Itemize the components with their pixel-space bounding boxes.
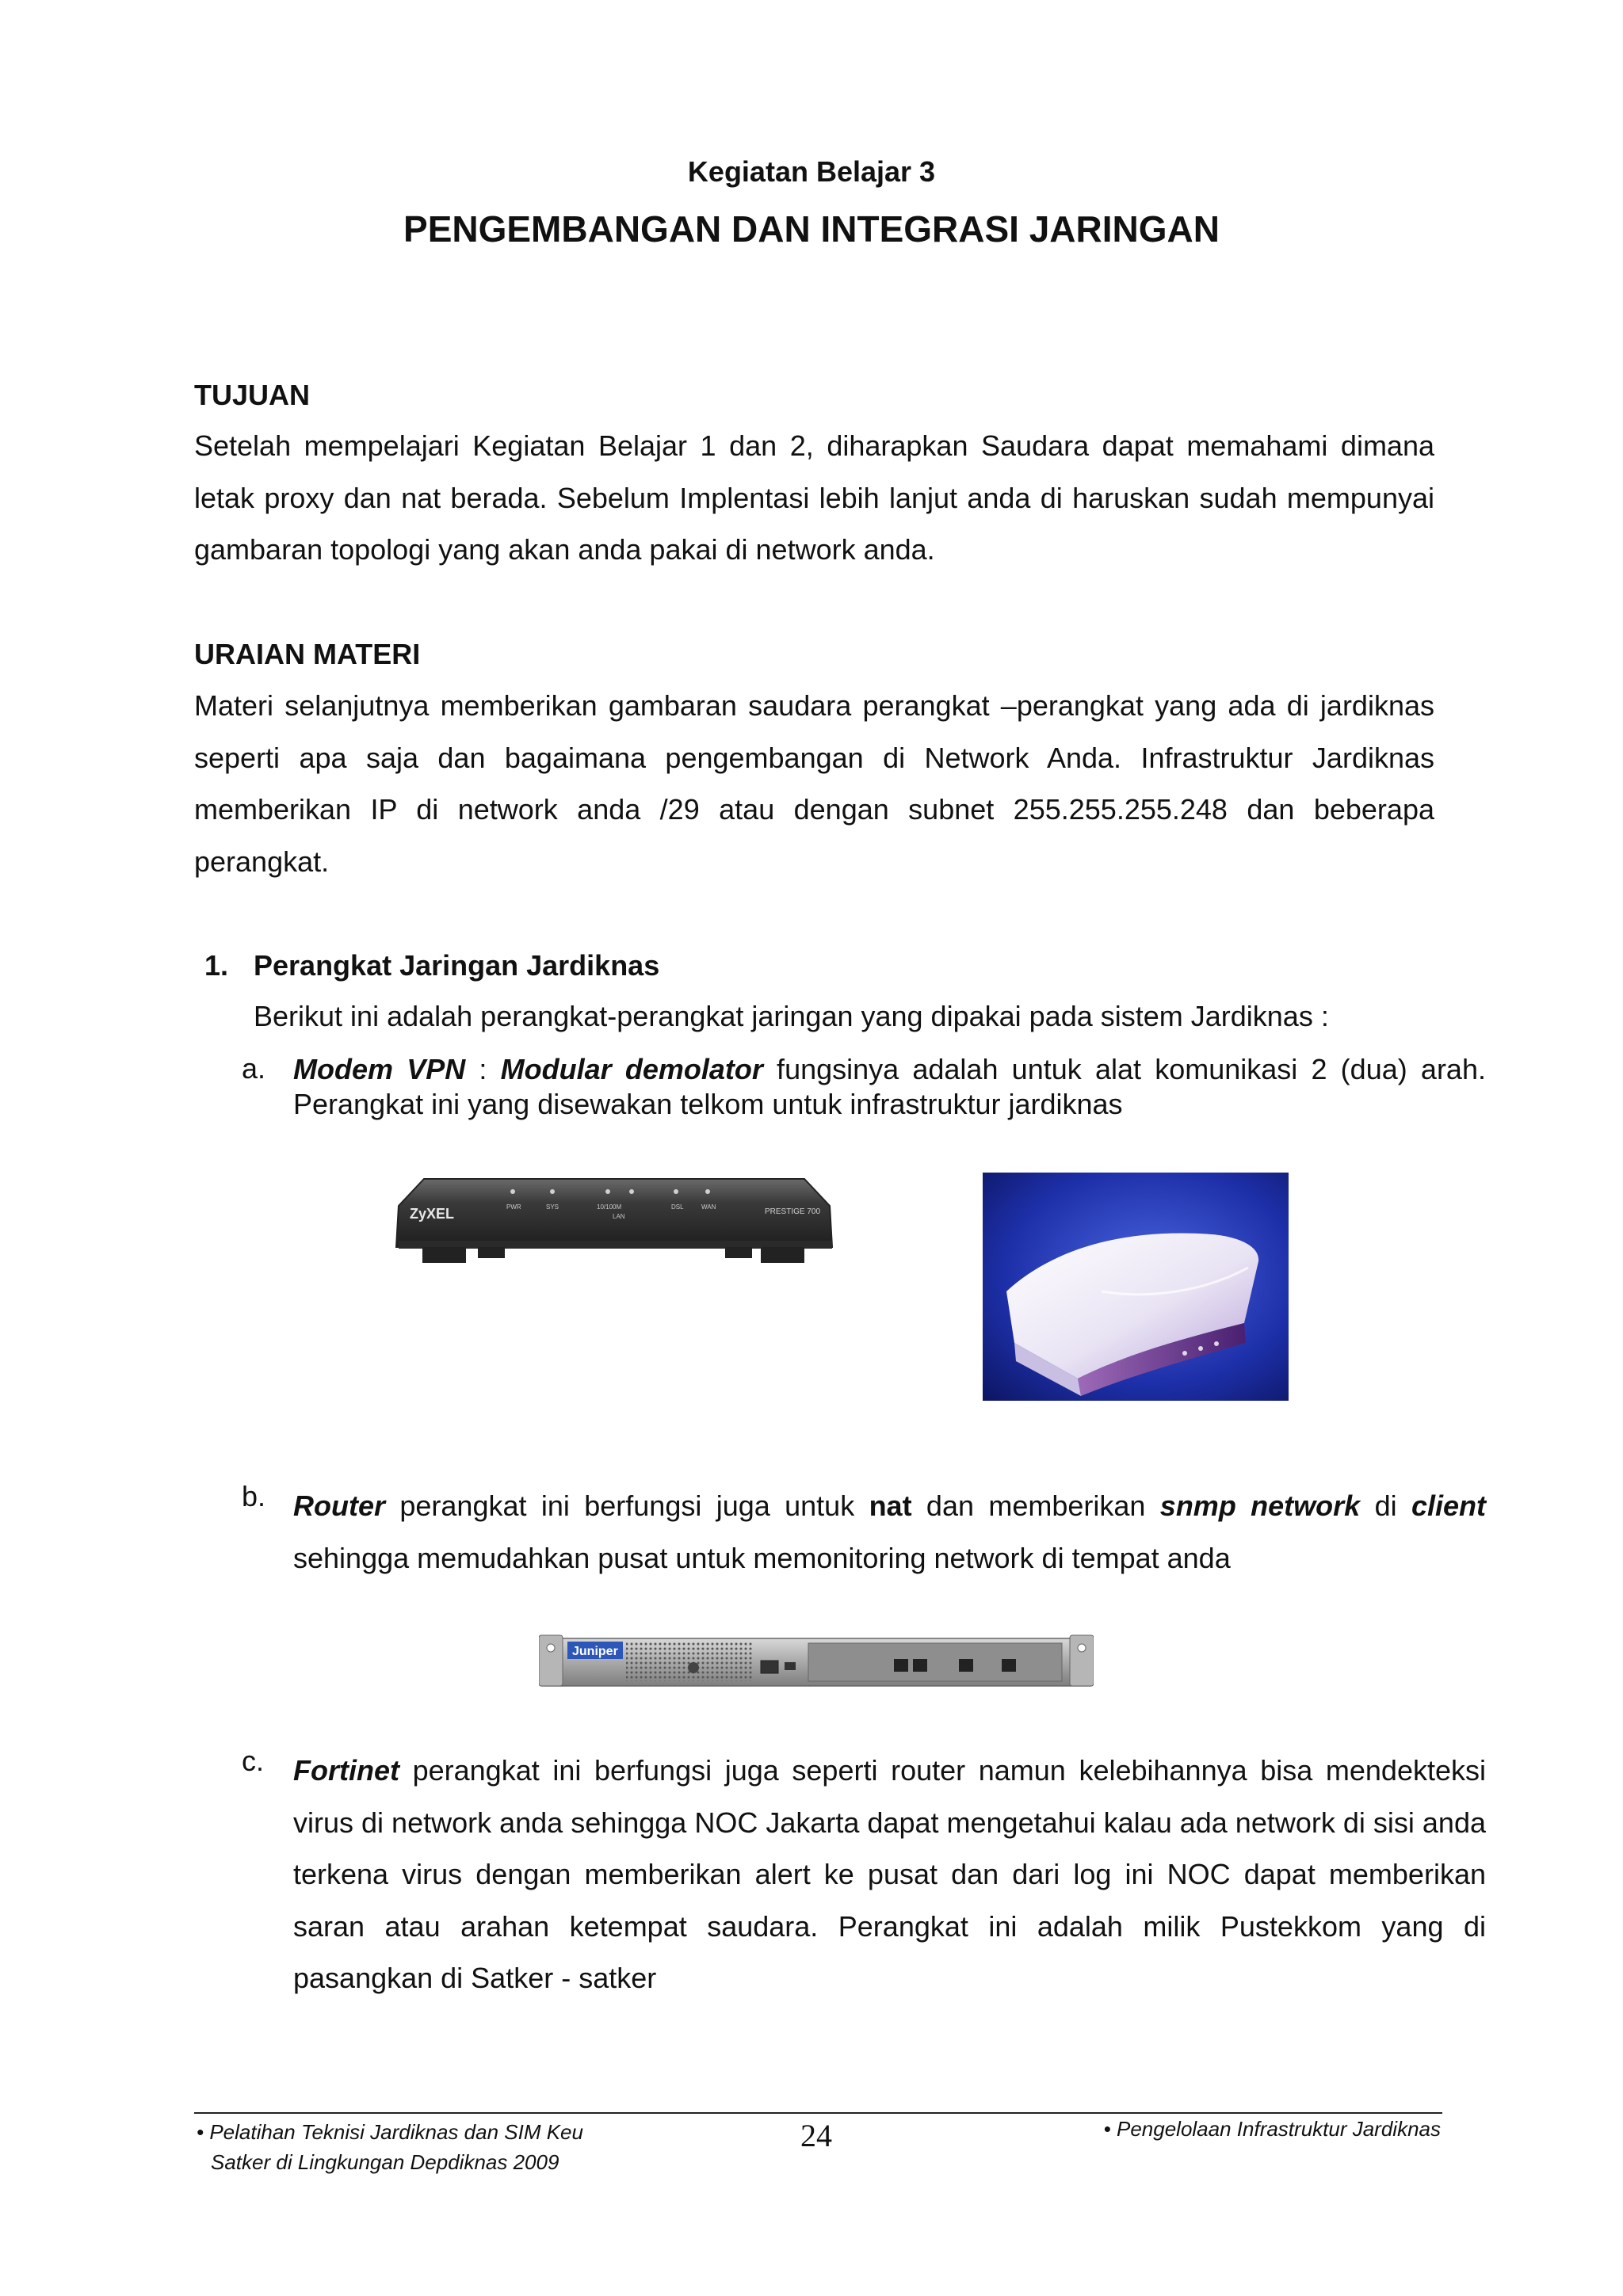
item-c-body [293,1745,1486,2004]
page-title: PENGEMBANGAN DAN INTEGRASI JARINGAN [403,208,1220,250]
footer-left [197,2117,583,2177]
item-a-body [293,1052,1486,1122]
page-number: 24 [800,2118,832,2153]
footer-right: • Pengelolaan Infrastruktur Jardiknas [1103,2117,1441,2141]
item-b-letter: b. [242,1480,266,1512]
zyxel-model-label: PRESTIGE 700 [765,1207,821,1216]
item-a-letter: a. [242,1052,266,1085]
footer-rule [194,2112,1442,2114]
item-a-term2: Modular demolator [500,1053,763,1085]
juniper-brand-label: Juniper [572,1645,618,1658]
uraian-title: URAIAN MATERI [194,638,421,670]
section-1-heading [204,949,659,982]
kicker-heading: Kegiatan Belajar 3 [687,155,936,188]
item-b-text2: dan memberikan [911,1489,1160,1522]
zyxel-led-pwr: PWR [506,1203,521,1211]
tujuan-title: TUJUAN [194,379,311,411]
item-b-nat: nat [869,1489,912,1522]
juniper-router-image [539,1632,1094,1689]
item-b-snmp: snmp network [1159,1489,1361,1522]
zyxel-led-wan: WAN [701,1203,716,1211]
zyxel-modem-image [392,1174,836,1269]
item-b-text3: di [1360,1489,1411,1522]
modem-photo-image [983,1173,1289,1401]
item-a-term: Modem VPN [293,1053,466,1085]
zyxel-brand-label: ZyXEL [410,1206,455,1222]
footer-left-line2: Satker di Lingkungan Depdiknas 2009 [211,2150,559,2174]
zyxel-led-10100: 10/100M [597,1203,622,1211]
zyxel-led-lan: LAN [613,1213,625,1220]
tujuan-text: Setelah mempelajari Kegiatan Belajar 1 dan 2, diharapkan Saudara dapat memahami dimana letak proxy dan nat berada. Sebelum Implentasi lebih lanjut anda di haruskan sudah mempunyai gambaran topologi yang akan anda pakai di network anda. [194,429,1434,566]
item-c-text: perangkat ini berfungsi juga seperti router namun kelebihannya bisa mendekteksi virus di network anda sehingga NOC Jakarta dapat mengetahui kalau ada network di sisi anda terkena virus dengan memberikan alert ke pusat dan dari log ini NOC dapat memberikan saran atau arahan ketempat saudara. Perangkat ini adalah milik Pustekkom yang di pasangkan di Satker - satker [293,1754,1486,1994]
item-a-text: fungsinya adalah untuk alat komunikasi 2 (dua) arah. Perangkat ini yang disewakan telkom untuk infrastruktur jardiknas [293,1053,1486,1120]
item-c-letter: c. [242,1745,265,1777]
item-b-client: client [1411,1489,1486,1522]
uraian-text: Materi selanjutnya memberikan gambaran saudara perangkat –perangkat yang ada di jardiknas seperti apa saja dan bagaimana pengembangan di Network Anda. Infrastruktur Jardiknas memberikan IP di network anda /29 atau dengan subnet 255.255.255.248 dan beberapa perangkat. [194,689,1434,878]
item-b-body [293,1480,1486,1584]
item-b-text1: perangkat ini berfungsi juga untuk [385,1489,869,1522]
item-b-term: Router [293,1489,385,1522]
section-1-intro: Berikut ini adalah perangkat-perangkat jaringan yang dipakai pada sistem Jardiknas : [254,1000,1329,1032]
section-1-title: Perangkat Jaringan Jardiknas [254,949,660,982]
section-1-number: 1. [204,949,229,982]
item-b-text4: sehingga memudahkan pusat untuk memonitoring network di tempat anda [293,1541,1231,1574]
footer-left-line1: • Pelatihan Teknisi Jardiknas dan SIM Keu [197,2120,583,2144]
zyxel-led-dsl: DSL [671,1203,684,1211]
zyxel-led-sys: SYS [546,1203,559,1211]
item-a-sep: : [465,1053,501,1085]
item-c-term: Fortinet [293,1754,399,1787]
